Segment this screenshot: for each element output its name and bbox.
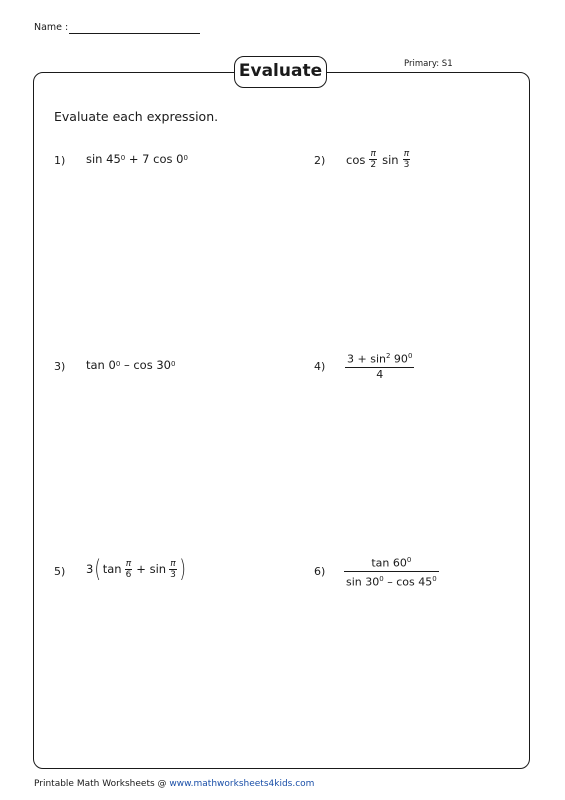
degree-sup: 0 xyxy=(432,574,437,583)
problem-number: 5) xyxy=(54,565,66,578)
degree-sup: 0 xyxy=(379,574,384,583)
worksheet-frame xyxy=(33,72,530,769)
fraction-numerator xyxy=(369,553,413,571)
expr-text: + sin xyxy=(136,562,167,576)
problem-number: 3) xyxy=(54,360,66,373)
fraction-denominator: 4 xyxy=(345,367,414,382)
power-sup: 2 xyxy=(385,352,391,360)
problem-number: 2) xyxy=(314,154,326,167)
fraction xyxy=(369,149,377,170)
left-paren-glyph: ( xyxy=(94,555,102,583)
degree-sup: 0 xyxy=(115,360,121,368)
expr-text: – cos 30 xyxy=(120,358,171,372)
fraction-numerator: π xyxy=(370,149,376,159)
problem-number: 6) xyxy=(314,565,326,578)
worksheet-title: Evaluate xyxy=(234,56,327,88)
fraction-denominator: 2 xyxy=(370,160,377,170)
expr-text: tan 0 xyxy=(86,358,116,372)
fraction-numerator: π xyxy=(125,558,132,569)
fraction-numerator: π xyxy=(170,558,176,569)
problem-6-expression xyxy=(344,553,439,589)
fraction-denominator: 3 xyxy=(170,569,176,580)
problem-number: 1) xyxy=(54,154,66,167)
fraction xyxy=(125,559,133,580)
expr-text: tan 60 xyxy=(371,556,407,570)
fraction xyxy=(169,559,177,580)
expr-text: sin 45 xyxy=(86,152,121,166)
name-input-line[interactable] xyxy=(69,33,200,34)
problem-2-expression xyxy=(346,149,411,170)
footer-text: Printable Math Worksheets @ xyxy=(34,779,170,789)
problem-1-expression xyxy=(86,152,188,166)
coefficient: 3 xyxy=(86,562,94,576)
fraction-numerator xyxy=(345,349,414,367)
footer xyxy=(34,779,314,789)
fraction-numerator: π xyxy=(403,149,410,159)
fraction xyxy=(345,349,414,382)
footer-link[interactable]: www.mathworksheets4kids.com xyxy=(169,779,315,789)
expr-text: sin xyxy=(382,152,399,167)
degree-sup: 0 xyxy=(120,154,126,162)
degree-sup: 0 xyxy=(171,360,176,368)
expr-text: + 7 cos 0 xyxy=(125,152,184,166)
expr-text: tan xyxy=(102,562,122,576)
expr-text: cos xyxy=(346,152,366,167)
instruction-text: Evaluate each expression. xyxy=(54,109,219,124)
degree-sup: 0 xyxy=(406,556,412,564)
right-paren-glyph: ) xyxy=(179,555,186,583)
expr-text: 3 + sin xyxy=(347,352,386,366)
fraction xyxy=(403,149,411,170)
problem-number: 4) xyxy=(314,360,326,373)
problem-5-expression xyxy=(86,557,187,581)
expr-text: – cos 45 xyxy=(383,575,433,589)
level-label: Primary: S1 xyxy=(404,59,453,69)
problem-4-expression xyxy=(345,349,414,382)
problem-3-expression xyxy=(86,358,175,372)
degree-sup: 0 xyxy=(183,154,188,162)
degree-sup: 0 xyxy=(407,352,413,360)
fraction xyxy=(344,553,439,589)
expr-text: sin 30 xyxy=(346,575,380,589)
name-label: Name : xyxy=(34,22,69,33)
fraction-denominator: 3 xyxy=(403,160,410,170)
fraction-denominator xyxy=(344,571,439,590)
expr-text: 90 xyxy=(390,352,408,366)
fraction-denominator: 6 xyxy=(125,569,132,580)
